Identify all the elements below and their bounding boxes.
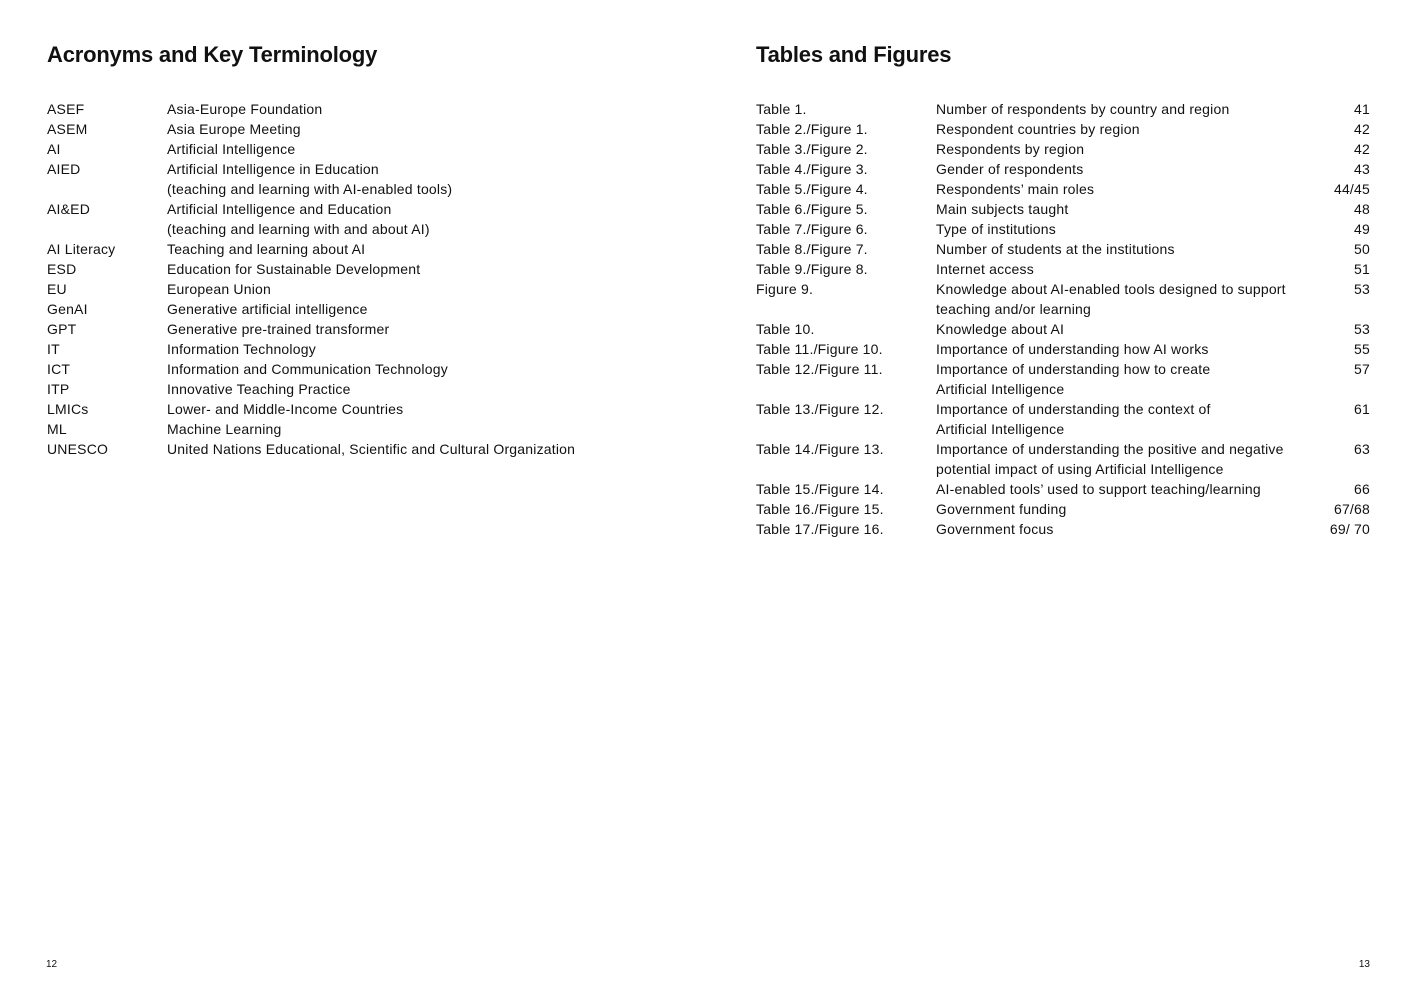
acronym-definition-line: United Nations Educational, Scientific and Cultural Organization — [167, 441, 576, 457]
table-figure-description-line: Respondent countries by region — [936, 121, 1140, 137]
table-figure-row — [756, 119, 1370, 139]
table-figure-row — [756, 259, 1370, 279]
table-figure-page: 44/45 — [1333, 181, 1370, 197]
table-figure-label: Table 15./Figure 14. — [756, 481, 884, 497]
table-figure-description — [936, 339, 1326, 359]
table-figure-row — [756, 439, 1370, 479]
acronym-row — [47, 139, 687, 159]
acronym-definition-line: Information and Communication Technology — [167, 361, 448, 377]
table-figure-description — [936, 219, 1326, 239]
table-figure-label: Table 13./Figure 12. — [756, 401, 884, 417]
acronym-term: ITP — [47, 381, 70, 397]
acronym-term: AI&ED — [47, 201, 91, 217]
acronym-term: ICT — [47, 361, 71, 377]
acronym-term: ASEM — [47, 121, 88, 137]
table-figure-page: 48 — [1354, 201, 1370, 217]
acronym-definition — [167, 239, 687, 259]
table-figure-description-line: Gender of respondents — [936, 161, 1084, 177]
table-figure-page: 61 — [1354, 401, 1370, 417]
acronym-term: ML — [47, 421, 67, 437]
table-figure-row — [756, 319, 1370, 339]
acronym-row — [47, 319, 687, 339]
table-figure-description — [936, 99, 1326, 119]
table-figure-description-line: Respondents’ main roles — [936, 181, 1095, 197]
acronym-definition — [167, 279, 687, 299]
acronym-definition-line: Generative pre-trained transformer — [167, 321, 390, 337]
table-figure-description-line: Government funding — [936, 501, 1067, 517]
table-figure-description — [936, 159, 1326, 179]
table-figure-page: 42 — [1354, 141, 1370, 157]
acronym-definition-line: Teaching and learning about AI — [167, 241, 366, 257]
table-figure-page: 42 — [1354, 121, 1370, 137]
table-figure-description-line: Type of institutions — [936, 221, 1056, 237]
table-figure-label: Table 5./Figure 4. — [756, 181, 868, 197]
table-figure-label: Figure 9. — [756, 281, 814, 297]
table-figure-description — [936, 499, 1326, 519]
table-figure-description-line: potential impact of using Artificial Intelligence — [936, 461, 1224, 477]
table-figure-label: Table 6./Figure 5. — [756, 201, 868, 217]
table-figure-label: Table 2./Figure 1. — [756, 121, 868, 137]
table-figure-label: Table 4./Figure 3. — [756, 161, 868, 177]
acronym-term: LMICs — [47, 401, 89, 417]
table-figure-description-line: Respondents by region — [936, 141, 1085, 157]
acronyms-title: Acronyms and Key Terminology — [47, 42, 378, 67]
acronym-term: GenAI — [47, 301, 88, 317]
table-figure-description — [936, 179, 1326, 199]
table-figure-description-line: Artificial Intelligence — [936, 381, 1065, 397]
table-figure-row — [756, 199, 1370, 219]
table-figure-page: 63 — [1354, 441, 1370, 457]
acronym-term: EU — [47, 281, 67, 297]
acronym-definition-line: Artificial Intelligence in Education — [167, 161, 379, 177]
table-figure-row — [756, 359, 1370, 399]
table-figure-description-line: Importance of understanding how AI works — [936, 341, 1209, 357]
table-figure-page: 50 — [1354, 241, 1370, 257]
table-figure-label: Table 17./Figure 16. — [756, 521, 884, 537]
acronym-definition — [167, 319, 687, 339]
table-figure-row — [756, 519, 1370, 539]
table-figure-row — [756, 179, 1370, 199]
table-figure-label: Table 3./Figure 2. — [756, 141, 868, 157]
table-figure-row — [756, 99, 1370, 119]
acronym-definition — [167, 199, 687, 239]
acronym-row — [47, 159, 687, 199]
acronym-definition — [167, 399, 687, 419]
acronym-row — [47, 99, 687, 119]
acronym-term: ESD — [47, 261, 77, 277]
acronym-definition — [167, 379, 687, 399]
acronym-definition-line: (teaching and learning with and about AI) — [167, 221, 430, 237]
table-figure-page: 69/ 70 — [1329, 521, 1370, 537]
acronym-definition — [167, 439, 687, 459]
table-figure-description — [936, 359, 1326, 399]
acronym-definition-line: Information Technology — [167, 341, 316, 357]
table-figure-page: 43 — [1354, 161, 1370, 177]
acronym-row — [47, 419, 687, 439]
tables-figures-list — [756, 99, 1370, 539]
acronym-definition-line: Education for Sustainable Development — [167, 261, 421, 277]
acronym-definition-line: Asia Europe Meeting — [167, 121, 301, 137]
table-figure-page: 41 — [1354, 101, 1370, 117]
acronym-row — [47, 239, 687, 259]
acronym-term: AIED — [47, 161, 81, 177]
acronym-row — [47, 359, 687, 379]
table-figure-description-line: Importance of understanding the context of — [936, 401, 1211, 417]
table-figure-page: 51 — [1354, 261, 1370, 277]
table-figure-row — [756, 159, 1370, 179]
table-figure-description-line: Government focus — [936, 521, 1054, 537]
table-figure-row — [756, 239, 1370, 259]
acronym-row — [47, 399, 687, 419]
acronym-definition — [167, 419, 687, 439]
table-figure-label: Table 9./Figure 8. — [756, 261, 868, 277]
acronym-definition — [167, 259, 687, 279]
acronym-definition-line: Innovative Teaching Practice — [167, 381, 351, 397]
table-figure-description — [936, 279, 1326, 319]
acronym-term: AI — [47, 141, 61, 157]
table-figure-description-line: Internet access — [936, 261, 1034, 277]
table-figure-label: Table 7./Figure 6. — [756, 221, 868, 237]
table-figure-description — [936, 119, 1326, 139]
acronym-definition — [167, 139, 687, 159]
table-figure-description — [936, 259, 1326, 279]
table-figure-label: Table 8./Figure 7. — [756, 241, 868, 257]
table-figure-label: Table 16./Figure 15. — [756, 501, 884, 517]
acronym-row — [47, 339, 687, 359]
table-figure-description-line: Artificial Intelligence — [936, 421, 1065, 437]
table-figure-label: Table 10. — [756, 321, 815, 337]
table-figure-row — [756, 279, 1370, 319]
table-figure-page: 66 — [1354, 481, 1370, 497]
table-figure-row — [756, 479, 1370, 499]
acronym-term: IT — [47, 341, 60, 357]
table-figure-description-line: Knowledge about AI-enabled tools designed to support — [936, 281, 1286, 297]
table-figure-row — [756, 139, 1370, 159]
table-figure-description — [936, 239, 1326, 259]
table-figure-page: 49 — [1354, 221, 1370, 237]
acronym-definition-line: (teaching and learning with AI-enabled tools) — [167, 181, 453, 197]
table-figure-page: 55 — [1354, 341, 1370, 357]
acronym-definition — [167, 99, 687, 119]
acronym-row — [47, 299, 687, 319]
acronym-term: AI Literacy — [47, 241, 116, 257]
table-figure-row — [756, 339, 1370, 359]
acronym-row — [47, 379, 687, 399]
table-figure-description-line: Number of respondents by country and region — [936, 101, 1230, 117]
acronym-row — [47, 259, 687, 279]
table-figure-label: Table 11./Figure 10. — [756, 341, 883, 357]
table-figure-description-line: Knowledge about AI — [936, 321, 1065, 337]
table-figure-description — [936, 199, 1326, 219]
page-number-right: 13 — [1358, 959, 1370, 970]
acronym-row — [47, 119, 687, 139]
table-figure-label: Table 1. — [756, 101, 807, 117]
table-figure-description — [936, 319, 1326, 339]
acronym-term: GPT — [47, 321, 77, 337]
table-figure-label: Table 14./Figure 13. — [756, 441, 884, 457]
table-figure-description-line: Importance of understanding the positive and negative — [936, 441, 1284, 457]
table-figure-description — [936, 139, 1326, 159]
table-figure-description-line: Number of students at the institutions — [936, 241, 1175, 257]
table-figure-page: 53 — [1354, 321, 1370, 337]
acronym-definition — [167, 359, 687, 379]
acronym-definition-line: Generative artificial intelligence — [167, 301, 368, 317]
table-figure-row — [756, 219, 1370, 239]
table-figure-label: Table 12./Figure 11. — [756, 361, 883, 377]
acronym-list — [47, 99, 687, 459]
table-figure-description-line: teaching and/or learning — [936, 301, 1092, 317]
acronym-term: UNESCO — [47, 441, 109, 457]
table-figure-page: 53 — [1354, 281, 1370, 297]
acronym-definition-line: Artificial Intelligence and Education — [167, 201, 392, 217]
table-figure-description — [936, 479, 1326, 499]
acronym-definition — [167, 159, 687, 199]
table-figure-description-line: Main subjects taught — [936, 201, 1069, 217]
table-figure-description — [936, 399, 1326, 439]
table-figure-description — [936, 519, 1326, 539]
table-figure-row — [756, 499, 1370, 519]
acronym-row — [47, 279, 687, 299]
acronym-definition-line: Lower- and Middle-Income Countries — [167, 401, 404, 417]
table-figure-row — [756, 399, 1370, 439]
acronym-definition-line: Artificial Intelligence — [167, 141, 296, 157]
acronym-definition-line: Asia-Europe Foundation — [167, 101, 323, 117]
table-figure-page: 57 — [1354, 361, 1370, 377]
table-figure-page: 67/68 — [1333, 501, 1370, 517]
acronym-definition-line: European Union — [167, 281, 271, 297]
acronym-definition — [167, 119, 687, 139]
page-number-left: 12 — [46, 959, 58, 970]
tables-figures-title: Tables and Figures — [756, 42, 952, 67]
acronym-row — [47, 439, 687, 459]
acronym-row — [47, 199, 687, 239]
table-figure-description-line: Importance of understanding how to create — [936, 361, 1211, 377]
table-figure-description-line: AI-enabled tools’ used to support teaching/learning — [936, 481, 1261, 497]
table-figure-description — [936, 439, 1326, 479]
acronym-definition — [167, 339, 687, 359]
acronym-definition — [167, 299, 687, 319]
acronym-term: ASEF — [47, 101, 85, 117]
acronym-definition-line: Machine Learning — [167, 421, 282, 437]
